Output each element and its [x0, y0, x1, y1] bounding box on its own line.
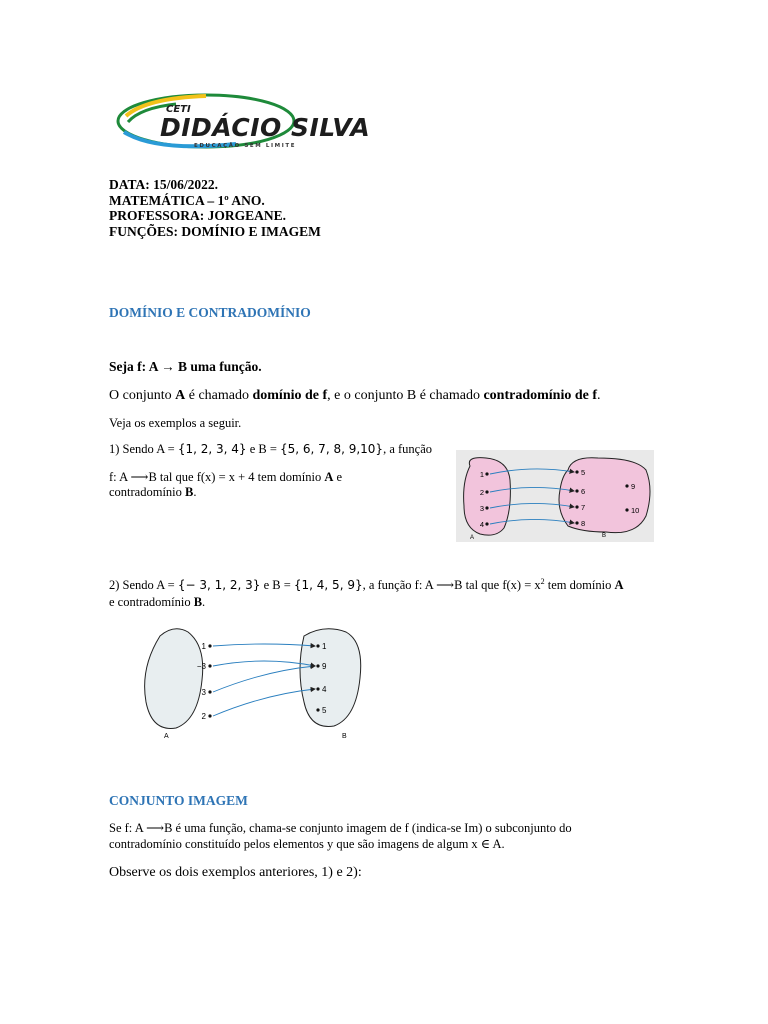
- example1-line1: 1) Sendo A = {1, 2, 3, 4} e B = {5, 6, 7, 8, 9,10}, a função: [109, 442, 432, 456]
- svg-text:−3: −3: [196, 662, 206, 671]
- example2-line1: 2) Sendo A = {− 3, 1, 2, 3} e B = {1, 4, 5, 9}, a função f: A ⟶B tal que $f(x) = x^2$ tem domínio A: [109, 577, 624, 593]
- set-b-label: B: [342, 733, 347, 740]
- observe-examples: Observe os dois exemplos anteriores, 1) e 2):: [109, 865, 362, 880]
- example1-arrow-diagram: [456, 450, 654, 542]
- svg-text:3: 3: [479, 504, 484, 513]
- teacher-line: PROFESSORA: JORGEANE.: [109, 208, 287, 223]
- set-a-label: A: [164, 733, 169, 740]
- domain-definition: O conjunto A é chamado domínio de f, e o conjunto B é chamado contradomínio de f.: [109, 388, 601, 403]
- svg-text:2: 2: [201, 712, 206, 721]
- examples-intro: Veja os exemplos a seguir.: [109, 416, 242, 430]
- svg-text:7: 7: [581, 503, 586, 512]
- set-a-label: A: [470, 535, 475, 541]
- set-b-region: [300, 629, 361, 727]
- svg-text:5: 5: [581, 468, 586, 477]
- svg-text:4: 4: [322, 685, 327, 694]
- mapping-arrow: [213, 644, 315, 646]
- svg-text:8: 8: [581, 519, 586, 528]
- date-line: DATA: 15/06/2022.: [109, 177, 218, 192]
- set-b-label: B: [602, 533, 607, 539]
- set-a-element: [197, 662, 212, 671]
- example1-line3: contradomínio B.: [109, 485, 197, 499]
- set-a-element: [202, 642, 212, 651]
- logo-tagline: EDUCAÇÃO SEM LIMITE: [194, 143, 297, 149]
- document-header: [109, 177, 321, 239]
- topic-line: FUNÇÕES: DOMÍNIO E IMAGEM: [109, 223, 321, 239]
- svg-text:2: 2: [479, 488, 484, 497]
- school-logo: [116, 86, 371, 160]
- svg-text:9: 9: [322, 662, 327, 671]
- function-definition: Seja f: A → B uma função.: [109, 359, 262, 374]
- svg-text:10: 10: [631, 506, 640, 515]
- svg-text:6: 6: [581, 487, 586, 496]
- set-b-region: [559, 458, 650, 533]
- set-a-element: [202, 712, 212, 721]
- image-definition-line1: Se f: A ⟶B é uma função, chama-se conjunto imagem de f (indica-se Im) o subconjunto do: [109, 821, 572, 835]
- logo-ceti: CETI: [166, 104, 191, 115]
- example1-line2: f: A ⟶B tal que f(x) = x + 4 tem domínio A e: [109, 470, 343, 484]
- svg-text:3: 3: [201, 688, 206, 697]
- svg-text:9: 9: [631, 482, 636, 491]
- section-title-domain: DOMÍNIO E CONTRADOMÍNIO: [109, 305, 311, 320]
- logo-name: DIDÁCIO SILVA: [160, 113, 371, 142]
- svg-text:4: 4: [479, 520, 484, 529]
- svg-text:1: 1: [322, 642, 327, 651]
- subject-line: MATEMÁTICA – 1º ANO.: [109, 192, 265, 208]
- svg-text:1: 1: [479, 470, 484, 479]
- mapping-arrow: [213, 689, 315, 716]
- set-a-region: [145, 629, 203, 729]
- set-a-element: [202, 688, 212, 697]
- svg-text:5: 5: [322, 706, 327, 715]
- example2-arrow-diagram: [138, 622, 368, 742]
- example2-line2: e contradomínio B.: [109, 595, 206, 609]
- section-title-image: CONJUNTO IMAGEM: [109, 793, 248, 808]
- svg-text:1: 1: [201, 642, 206, 651]
- image-definition-line2: contradomínio constituído pelos elementos y que são imagens de algum x ∈ A.: [109, 837, 505, 851]
